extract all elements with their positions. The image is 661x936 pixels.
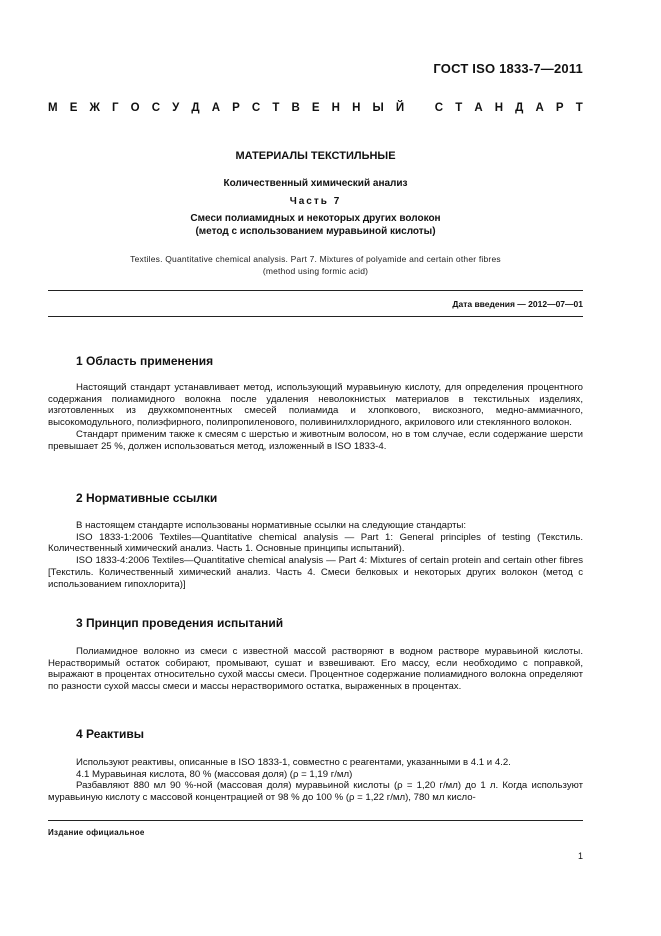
banner-letter: Д [191, 102, 200, 114]
part-label: Часть 7 [289, 196, 342, 207]
banner-letter: Т [455, 102, 463, 114]
paragraph: ISO 1833-1:2006 Textiles—Quantitative chemical analysis — Part 1: General principles of testing (Текстиль. Количественный химический анализ. Часть 1. Основные принципы испытаний). [48, 531, 583, 555]
banner-letter: А [535, 102, 544, 114]
paragraph: Настоящий стандарт устанавливает метод, использующий муравьиную кислоту, для определения процентного содержания полиамидного волокна после удаления неволокнистых материалов в текстильных изделиях, изготовленных из двухкомпонентных смесей полиамида и хлопкового, вискозного, медно-аммиачного, высокомодульного, полиэфирного, полипропиленового, поливинилхлоридного, акрилового или стеклянного волокон. [48, 382, 583, 429]
banner-letter: Ж [89, 102, 100, 114]
section-heading-reagents: 4 Реактивы [76, 727, 144, 741]
banner-letter: Г [112, 102, 119, 114]
banner-letter: В [291, 102, 300, 114]
page-number: 1 [577, 851, 583, 861]
header-rule [48, 290, 583, 291]
banner-letter: Ы [372, 102, 384, 114]
banner-letter: А [211, 102, 221, 114]
date-rule [48, 316, 583, 317]
english-title-line2: (method using formic acid) [262, 266, 369, 276]
section-heading-references: 2 Нормативные ссылки [76, 491, 218, 505]
section-body-principle [48, 646, 583, 693]
banner-letter: Е [311, 102, 320, 114]
banner-letter: Р [232, 102, 240, 114]
banner-letter: О [130, 102, 140, 114]
banner-letter: Р [555, 102, 564, 114]
interstate-standard-banner [48, 102, 583, 114]
section-heading-scope: 1 Область применения [76, 354, 214, 368]
paragraph: Полиамидное волокно из смеси с известной массой растворяют в водном растворе муравьиной кислоты. Нерастворимый остаток собирают, промывают, сушат и взвешивают. Его массу, если необходимо с поправкой, выражают в процентах относительно сухой массы смеси. Процентное содержание полиамидного волокна определяют по разности сухой массы смеси и массы нерастворимого остатка, выраженных в процентах. [48, 646, 583, 693]
banner-letter: Е [69, 102, 78, 114]
english-title-line1: Textiles. Quantitative chemical analysis. Part 7. Mixtures of polyamide and certain other fibres [130, 254, 501, 264]
section-heading-principle: 3 Принцип проведения испытаний [76, 616, 284, 630]
banner-letter: Й [395, 102, 405, 114]
banner-letter: А [474, 102, 483, 114]
part-title [48, 212, 583, 238]
banner-letter: У [172, 102, 180, 114]
part-title-line1: Смеси полиамидных и некоторых других волокон [190, 213, 441, 224]
banner-letter: С [151, 102, 161, 114]
banner-letter: Н [352, 102, 361, 114]
banner-letter: Д [515, 102, 524, 114]
section-body-scope [48, 382, 583, 452]
section-body-references [48, 520, 583, 590]
paragraph: Используют реактивы, описанные в ISO 1833-1, совместно с реагентами, указанными в 4.1 и 4.2. [76, 757, 511, 768]
document-title: МАТЕРИАЛЫ ТЕКСТИЛЬНЫЕ [235, 150, 396, 162]
paragraph: 4.1 Муравьиная кислота, 80 % (массовая доля) (ρ = 1,19 г/мл) [76, 768, 353, 780]
paragraph: Разбавляют 880 мл 90 %-ной (массовая доля) муравьиной кислоты (ρ = 1,20 г/мл) до 1 л. Когда используют муравьиную кислоту с массовой концентрацией от 98 % до 100 % (ρ = 1,22 г/мл), 780 мл кисло- [48, 780, 583, 804]
banner-letter: С [434, 102, 444, 114]
footer-rule [48, 820, 583, 821]
english-title [48, 253, 583, 277]
banner-letter: М [48, 102, 58, 114]
edition-note: Издание официальное [48, 828, 145, 837]
banner-word-gap [416, 102, 422, 114]
section-body-reagents [48, 757, 583, 804]
part-title-line2: (метод с использованием муравьиной кислоты) [195, 226, 436, 237]
banner-letter: Н [331, 102, 340, 114]
introduction-date: Дата введения — 2012—07—01 [452, 299, 583, 309]
standard-number: ГОСТ ISO 1833-7—2011 [433, 61, 583, 76]
document-subtitle: Количественный химический анализ [223, 178, 408, 189]
banner-letter: Т [272, 102, 280, 114]
paragraph: ISO 1833-4:2006 Textiles—Quantitative chemical analysis — Part 4: Mixtures of certain protein and certain other fibres [Текстиль. Количественный химический анализ. Часть 4. Смеси белковых и некоторых других волокон (метод с использованием гипохлорита)] [48, 555, 583, 590]
banner-letter: С [251, 102, 261, 114]
paragraph: В настоящем стандарте использованы нормативные ссылки на следующие стандарты: [76, 520, 467, 531]
banner-letter: Т [575, 102, 583, 114]
banner-letter: Н [494, 102, 504, 114]
paragraph: Стандарт применим также к смесям с шерстью и животным волосом, но в том случае, если содержание шерсти превышает 25 %, должен использоваться метод, изложенный в ISO 1833-4. [48, 428, 583, 452]
